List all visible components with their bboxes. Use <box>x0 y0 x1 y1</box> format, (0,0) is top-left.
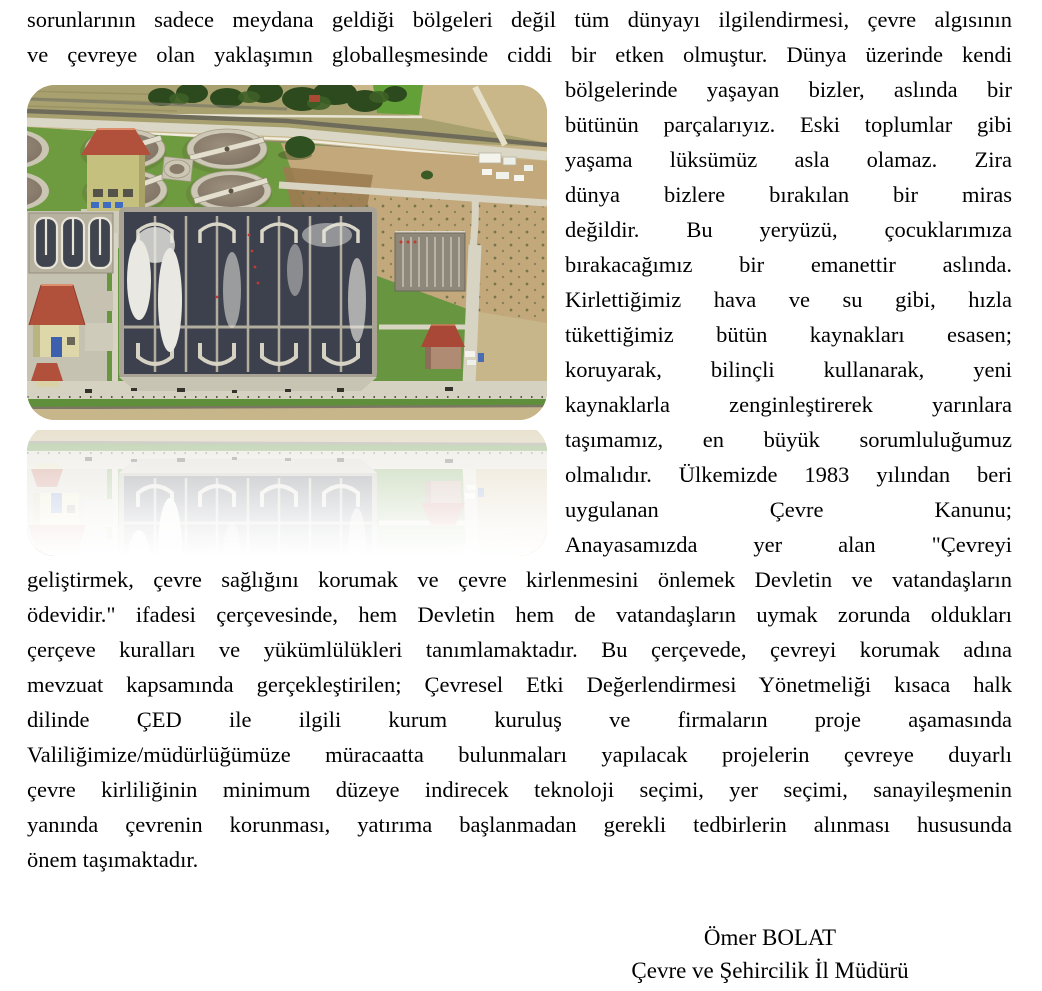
text-line: olmalıdır. Ülkemizde 1983 yılından beri <box>565 462 1012 487</box>
signature-block <box>580 921 960 987</box>
signature-name: Ömer BOLAT <box>703 925 837 950</box>
signature-title: Çevre ve Şehircilik İl Müdürü <box>631 958 909 983</box>
body-paragraph <box>27 562 1012 877</box>
text-line: önem taşımaktadır. <box>27 847 199 872</box>
text-line: yanında çevrenin korunması, yatırıma başlanmadan gerekli tedbirlerin alınması hususunda <box>27 812 1012 837</box>
text-line: çerçeve kuralları ve yükümlülükleri tanımlamaktadır. Bu çerçevede, çevreyi korumak adına <box>27 637 1012 662</box>
text-line: koruyarak, bilinçli kullanarak, yeni <box>565 357 1012 382</box>
treatment-plant-photo-block <box>27 85 547 556</box>
text-line: çevre kirliliğinin minimum düzeye indirecek teknoloji seçimi, yer seçimi, sanayileşmenin <box>27 777 1012 802</box>
text-line: değildir. Bu yeryüzü, çocuklarımıza <box>565 217 1012 242</box>
intro-paragraph <box>27 2 1012 72</box>
text-line: dilinde ÇED ile ilgili kurum kuruluş ve firmaların proje aşamasında <box>27 707 1012 732</box>
text-line: Anayasamızda yer alan "Çevreyi <box>565 532 1012 557</box>
text-line: bütünün parçalarıyız. Eski toplumlar gibi <box>565 112 1012 137</box>
text-line: bırakacağımız bir emanettir aslında. <box>565 252 1012 277</box>
text-line: mevzuat kapsamında gerçekleştirilen; Çevresel Etki Değerlendirmesi Yönetmeliği kısaca halk <box>27 672 1012 697</box>
treatment-plant-aerial-photo <box>27 85 547 420</box>
photo-reflection <box>27 424 547 556</box>
text-line: Kirlettiğimiz hava ve su gibi, hızla <box>565 287 1012 312</box>
text-line: bölgelerinde yaşayan bizler, aslında bir <box>565 77 1012 102</box>
text-line: yaşama lüksümüz asla olamaz. Zira <box>565 147 1012 172</box>
text-line: ödevidir." ifadesi çerçevesinde, hem Devletin hem de vatandaşların uymak zorunda oldukları <box>27 602 1012 627</box>
text-line: taşımamız, en büyük sorumluluğumuz <box>565 427 1012 452</box>
text-line: Valiliğimize/müdürlüğümüze müracaatta bulunmaları yapılacak projelerin çevreye duyarlı <box>27 742 1012 767</box>
text-line: tükettiğimiz bütün kaynakları esasen; <box>565 322 1012 347</box>
text-line: geliştirmek, çevre sağlığını korumak ve çevre kirlenmesini önlemek Devletin ve vatandaşların <box>27 567 1012 592</box>
text-line: kaynaklarla zenginleştirerek yarınlara <box>565 392 1012 417</box>
text-line: dünya bizlere bırakılan bir miras <box>565 182 1012 207</box>
text-line: ve çevreye olan yaklaşımın globalleşmesinde ciddi bir etken olmuştur. Dünya üzerinde kendi <box>27 42 1012 67</box>
text-line: sorunlarının sadece meydana geldiği bölgeleri değil tüm dünyayı ilgilendirmesi, çevre algısının <box>27 7 1012 32</box>
text-line: uygulanan Çevre Kanunu; <box>565 497 1012 522</box>
